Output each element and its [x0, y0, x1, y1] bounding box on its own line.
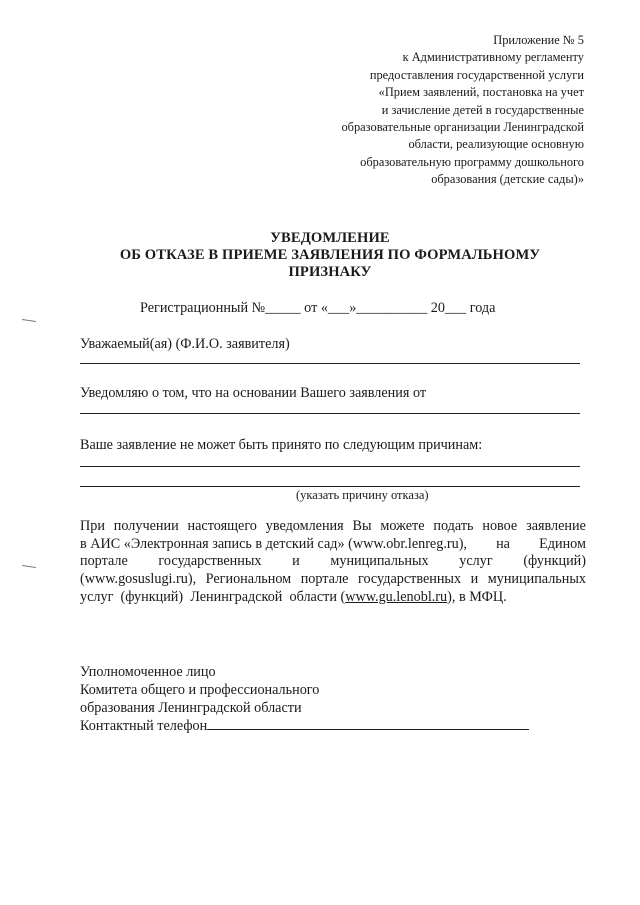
word: Вы	[352, 518, 372, 534]
paragraph-line	[80, 553, 586, 571]
word: (www.gosuslugi.ru),	[80, 571, 197, 588]
word: (функций)	[523, 553, 586, 570]
signature-line: Уполномоченное лицо	[80, 664, 216, 680]
title-line: ОБ ОТКАЗЕ В ПРИЕМЕ ЗАЯВЛЕНИЯ ПО ФОРМАЛЬНОМУ	[119, 247, 541, 263]
info-paragraph	[80, 518, 586, 607]
refusal-line: Ваше заявление не может быть принято по следующим причинам:	[80, 437, 483, 453]
signature-line: Комитета общего и профессионального	[80, 681, 320, 698]
annex-line: образовательную программу дошкольного	[360, 154, 584, 169]
notice-line: Уведомляю о том, что на основании Вашего заявления от	[80, 385, 427, 401]
word: подать	[433, 518, 474, 534]
annex-line: образовательные организации Ленинградской	[341, 120, 584, 135]
word: Едином	[539, 535, 586, 552]
blank-line	[80, 466, 580, 467]
annex-line: образования (детские сады)»	[431, 172, 584, 187]
registration-line: Регистрационный №_____ от «___»__________ 20___ года	[140, 300, 496, 316]
paragraph-line	[80, 571, 586, 589]
blank-line	[80, 486, 580, 487]
annex-header	[254, 32, 584, 189]
word: и	[470, 571, 479, 588]
regional-portal-link[interactable]: www.gu.lenobl.ru	[345, 588, 448, 605]
word: уведомления	[265, 518, 344, 534]
annex-line: предоставления государственной услуги	[369, 67, 584, 82]
annex-line: области, реализующие основную	[408, 137, 584, 152]
blank-line	[80, 363, 580, 364]
signature-block	[80, 664, 529, 736]
word: муниципальных	[330, 553, 429, 570]
title-line: УВЕДОМЛЕНИЕ	[270, 230, 390, 246]
word: услуг	[459, 553, 493, 570]
paragraph-line	[80, 518, 586, 536]
word: настоящего	[187, 518, 257, 534]
word: и	[292, 553, 300, 570]
reason-hint: (указать причину отказа)	[296, 488, 429, 502]
blank-line	[80, 413, 580, 414]
paragraph-line	[80, 589, 586, 607]
word: можете	[380, 518, 425, 534]
word: портале	[80, 553, 128, 570]
word: новое	[482, 518, 518, 534]
title-line: ПРИЗНАКУ	[288, 264, 372, 280]
text-fragment: ), в МФЦ.	[447, 588, 507, 605]
word: Региональном	[205, 571, 292, 588]
document-title	[60, 230, 600, 281]
scan-mark	[22, 319, 36, 322]
annex-line: Приложение № 5	[493, 33, 584, 47]
annex-line: «Прием заявлений, постановка на учет	[378, 85, 584, 100]
scan-mark	[22, 565, 36, 568]
word: государственных	[158, 553, 262, 570]
salutation: Уважаемый(ая) (Ф.И.О. заявителя)	[80, 336, 290, 352]
word: в АИС «Электронная запись в детский сад» (www.obr.lenreg.ru),	[80, 535, 467, 552]
phone-blank	[207, 717, 529, 730]
word: получении	[113, 518, 179, 534]
word: заявление	[526, 518, 586, 534]
annex-line: и зачисление детей в государственные	[381, 102, 584, 117]
signature-line: образования Ленинградской области	[80, 699, 302, 716]
paragraph-line	[80, 536, 586, 554]
phone-line	[80, 717, 529, 736]
word: портале	[300, 571, 349, 588]
text-fragment: услуг (функций) Ленинградской области (	[80, 588, 346, 605]
word: на	[496, 535, 510, 552]
word: муниципальных	[487, 571, 586, 588]
word: государственных	[358, 571, 462, 588]
annex-line: к Административному регламенту	[402, 50, 584, 65]
word: При	[80, 518, 105, 534]
phone-label: Контактный телефон	[80, 718, 208, 735]
